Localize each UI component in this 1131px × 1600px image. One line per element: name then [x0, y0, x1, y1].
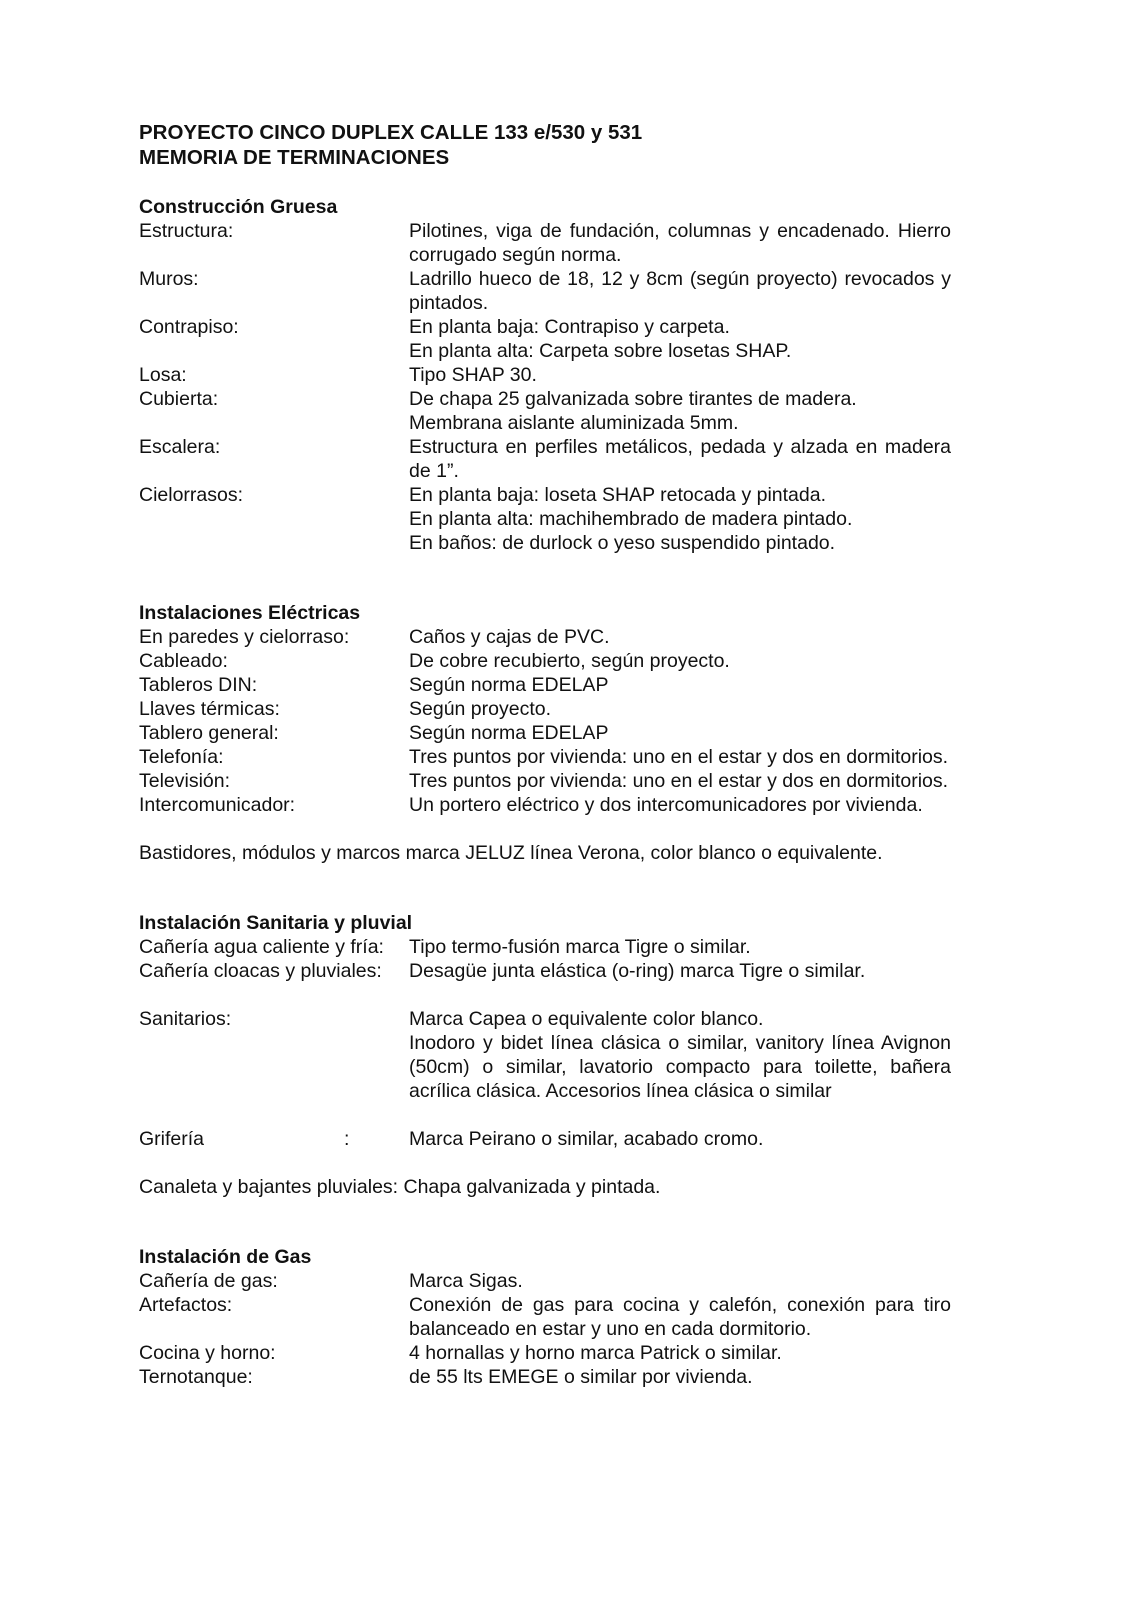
- spec-row: [139, 745, 951, 769]
- document-title: [139, 120, 951, 170]
- spec-row: [139, 769, 951, 793]
- spec-value: Caños y cajas de PVC.: [409, 626, 610, 648]
- spec-value: Tipo SHAP 30.: [409, 364, 537, 386]
- spec-row: [139, 219, 951, 267]
- griferia-colon: :: [344, 1128, 350, 1150]
- spec-value-line: En planta alta: machihembrado de madera pintado.: [409, 508, 853, 530]
- spec-value: Tres puntos por vivienda: uno en el estar y dos en dormitorios.: [409, 746, 949, 768]
- section-sanitaria: [139, 911, 951, 1199]
- spec-value: Tres puntos por vivienda: uno en el estar y dos en dormitorios.: [409, 770, 949, 792]
- spec-value: Según proyecto.: [409, 698, 552, 720]
- spec-value: Marca Peirano o similar, acabado cromo.: [409, 1128, 764, 1150]
- spec-row: [139, 625, 951, 649]
- title-line-2: MEMORIA DE TERMINACIONES: [139, 146, 450, 169]
- spec-row: [139, 697, 951, 721]
- spec-row: [139, 673, 951, 697]
- spec-value: Ladrillo hueco de 18, 12 y 8cm (según proyecto) revocados y pintados.: [409, 268, 951, 314]
- section-heading: Instalaciones Eléctricas: [139, 602, 361, 624]
- section-note: Canaleta y bajantes pluviales: Chapa galvanizada y pintada.: [139, 1176, 661, 1198]
- spec-value: Según norma EDELAP: [409, 674, 609, 696]
- spec-value: [409, 387, 951, 435]
- spec-value: Pilotines, viga de fundación, columnas y encadenado. Hierro corrugado según norma.: [409, 220, 951, 266]
- spec-row: [139, 1365, 951, 1389]
- spec-row: [139, 387, 951, 435]
- spec-value: [409, 483, 951, 555]
- spec-value: Según norma EDELAP: [409, 722, 609, 744]
- spec-value-line: Inodoro y bidet línea clásica o similar, vanitory línea Avignon (50cm) o similar, lavatorio compacto para toilette, bañera acrílica clásica. Accesorios línea clásica o similar: [409, 1032, 951, 1102]
- spec-value: de 55 lts EMEGE o similar por vivienda.: [409, 1366, 753, 1388]
- spec-value: [409, 1007, 951, 1103]
- spec-row: [139, 483, 951, 555]
- spec-label: Cañería agua caliente y fría:: [139, 936, 384, 958]
- spec-value: [409, 315, 951, 363]
- spec-label: En paredes y cielorraso:: [139, 626, 350, 648]
- spec-value-line: En planta baja: loseta SHAP retocada y pintada.: [409, 484, 827, 506]
- spec-label: Estructura:: [139, 220, 234, 242]
- spec-value: Conexión de gas para cocina y calefón, conexión para tiro balanceado en estar y uno en cada dormitorio.: [409, 1294, 951, 1340]
- spec-label: Llaves térmicas:: [139, 698, 280, 720]
- section-heading: Construcción Gruesa: [139, 196, 338, 218]
- section-note: Bastidores, módulos y marcos marca JELUZ línea Verona, color blanco o equivalente.: [139, 842, 883, 864]
- griferia-label: Grifería: [139, 1128, 205, 1150]
- spec-label: Cañería de gas:: [139, 1270, 278, 1292]
- spec-value-line: En planta alta: Carpeta sobre losetas SHAP.: [409, 340, 792, 362]
- spec-label: [139, 1127, 409, 1151]
- spec-row-sanitarios: [139, 1007, 951, 1103]
- spec-label: Losa:: [139, 364, 187, 386]
- spec-label: Ternotanque:: [139, 1366, 253, 1388]
- spec-row: [139, 1269, 951, 1293]
- spec-label: Muros:: [139, 268, 199, 290]
- title-line-1: PROYECTO CINCO DUPLEX CALLE 133 e/530 y 531: [139, 121, 643, 144]
- spec-value-line: Marca Capea o equivalente color blanco.: [409, 1008, 764, 1030]
- spec-row: [139, 267, 951, 315]
- spec-label: Tableros DIN:: [139, 674, 258, 696]
- spec-value: Un portero eléctrico y dos intercomunicadores por vivienda.: [409, 794, 923, 816]
- spec-value: De cobre recubierto, según proyecto.: [409, 650, 730, 672]
- spec-row: [139, 435, 951, 483]
- section-gas: [139, 1245, 951, 1389]
- spec-row: [139, 935, 951, 959]
- spec-label: Intercomunicador:: [139, 794, 296, 816]
- spec-row: [139, 649, 951, 673]
- spec-label: Cielorrasos:: [139, 484, 244, 506]
- spec-row: [139, 721, 951, 745]
- spec-label: Cocina y horno:: [139, 1342, 276, 1364]
- spec-row: [139, 1293, 951, 1341]
- spec-row: [139, 363, 951, 387]
- spec-value: Desagüe junta elástica (o-ring) marca Tigre o similar.: [409, 960, 866, 982]
- spec-label: Contrapiso:: [139, 316, 239, 338]
- section-heading: Instalación de Gas: [139, 1246, 312, 1268]
- section-heading: Instalación Sanitaria y pluvial: [139, 912, 413, 934]
- spec-value: Tipo termo-fusión marca Tigre o similar.: [409, 936, 751, 958]
- spec-label: Telefonía:: [139, 746, 224, 768]
- spec-label: Artefactos:: [139, 1294, 233, 1316]
- spec-row: [139, 959, 951, 983]
- spec-label: Cableado:: [139, 650, 228, 672]
- spec-row-griferia: [139, 1127, 951, 1151]
- section-construccion: [139, 195, 951, 555]
- spec-label: Tablero general:: [139, 722, 279, 744]
- spec-value-line: En planta baja: Contrapiso y carpeta.: [409, 316, 730, 338]
- spec-label: Sanitarios:: [139, 1008, 232, 1030]
- spec-row: [139, 1341, 951, 1365]
- spec-row: [139, 793, 951, 817]
- spec-value: 4 hornallas y horno marca Patrick o similar.: [409, 1342, 782, 1364]
- spec-label: Televisión:: [139, 770, 231, 792]
- spec-value: Marca Sigas.: [409, 1270, 523, 1292]
- document-page: [139, 120, 951, 1389]
- spec-value-line: En baños: de durlock o yeso suspendido pintado.: [409, 532, 836, 554]
- spec-label: Cubierta:: [139, 388, 219, 410]
- spec-value-line: Membrana aislante aluminizada 5mm.: [409, 412, 739, 434]
- spec-value-line: De chapa 25 galvanizada sobre tirantes de madera.: [409, 388, 857, 410]
- spec-label: Cañería cloacas y pluviales:: [139, 960, 382, 982]
- spec-row: [139, 315, 951, 363]
- section-electricas: [139, 601, 951, 865]
- spec-label: Escalera:: [139, 436, 221, 458]
- spec-value: Estructura en perfiles metálicos, pedada y alzada en madera de 1”.: [409, 436, 951, 482]
